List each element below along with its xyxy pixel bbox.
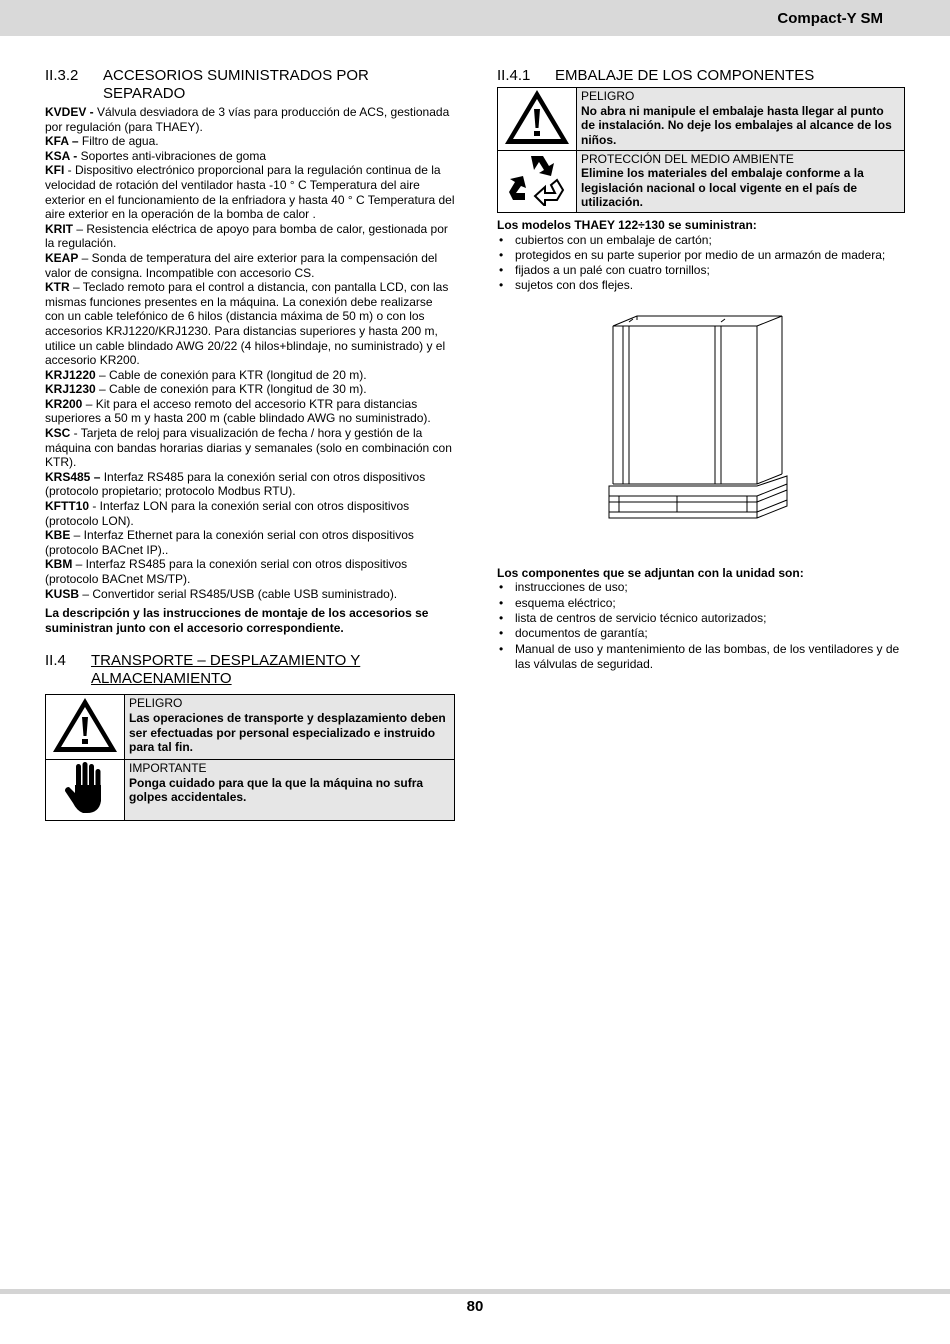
accessory-description: Soportes anti-vibraciones de goma xyxy=(77,148,267,163)
accessory-description: – Teclado remoto para el control a distancia, con pantalla LCD, con las mismas funciones presentes en la máquina. La conexión debe realizarse con un cable telefónico de 6 hilos (distancia máxima de 50 m) o con los accesorios KRJ1220/KRJ1230. Para distancias superiores y hasta 200 m, utilice un cable blindado AWG 20/22 (4 hilos+blindaje, no suministrado) y el accesorio KR200. xyxy=(45,280,449,368)
page-number: 80 xyxy=(466,1298,484,1315)
accessory-item xyxy=(45,470,455,499)
warning-icon-cell xyxy=(498,88,577,151)
components-list xyxy=(497,580,905,672)
accessory-code: KUSB xyxy=(45,586,80,601)
hand-stop-icon xyxy=(63,804,107,818)
section-number: II.4.1 xyxy=(497,67,531,84)
warning-icon-cell xyxy=(46,695,125,760)
accessory-item xyxy=(45,426,455,470)
warning-row xyxy=(498,150,905,212)
accessory-item xyxy=(45,163,455,221)
right-column xyxy=(497,67,905,672)
accessory-code: KFI xyxy=(45,163,65,178)
accessories-note: La descripción y las instrucciones de montaje de los accesorios se suministran junto con el accesorio correspondiente. xyxy=(45,606,429,635)
supply-list xyxy=(497,233,905,294)
accessory-description: – Kit para el acceso remoto del accesorio KTR para distancias superiores a 50 m y hasta 200 m (cable blindado AWG no suministrado). xyxy=(45,396,431,426)
list-item: • sujetos con dos flejes. xyxy=(497,278,905,293)
warning-row xyxy=(46,759,455,820)
accessory-item xyxy=(45,149,455,164)
warning-caption: PELIGRO xyxy=(129,696,183,711)
left-column xyxy=(45,67,455,821)
accessory-item xyxy=(45,499,455,528)
accessory-item xyxy=(45,368,455,383)
accessory-code: KBM xyxy=(45,557,73,572)
list-item: • cubiertos con un embalaje de cartón; xyxy=(497,233,905,248)
section-heading-packaging xyxy=(497,67,905,85)
accessory-item xyxy=(45,251,455,280)
accessory-description: – Cable de conexión para KTR (longitud de 20 m). xyxy=(95,367,367,382)
packaged-unit-illustration xyxy=(607,314,792,526)
section-title: ACCESORIOS SUMINISTRADOS POR SEPARADO xyxy=(103,67,369,102)
list-item: • esquema eléctrico; xyxy=(497,596,905,611)
accessory-code: KVDEV - xyxy=(45,105,94,119)
accessory-item xyxy=(45,528,455,557)
section-heading-accessories xyxy=(45,67,455,103)
warning-caption: PELIGRO xyxy=(581,89,635,103)
transport-warnings-table xyxy=(45,694,455,821)
list-item: • fijados a un palé con cuatro tornillos; xyxy=(497,263,905,278)
accessory-item xyxy=(45,557,455,586)
accessory-code: KSC xyxy=(45,426,71,441)
warning-message: No abra ni manipule el embalaje hasta llegar al punto de instalación. No deje los embalajes al alcance de los niños. xyxy=(581,103,892,147)
packaging-warnings-table xyxy=(497,87,905,213)
warning-caption: IMPORTANTE xyxy=(129,760,207,775)
accessory-code: KBE xyxy=(45,528,71,543)
warning-caption: PROTECCIÓN DEL MEDIO AMBIENTE xyxy=(581,151,794,166)
accessory-description: – Resistencia eléctrica de apoyo para bomba de calor, gestionada por la regulación. xyxy=(45,221,448,251)
warning-message: Ponga cuidado para que la que la máquina no sufra golpes accidentales. xyxy=(129,775,424,805)
list-item: • documentos de garantía; xyxy=(497,626,905,641)
list-item: • Manual de uso y mantenimiento de las bombas, de los ventiladores y de las válvulas de seguridad. xyxy=(497,642,905,673)
accessory-item xyxy=(45,587,455,602)
accessory-description: Interfaz RS485 para la conexión serial con otros dispositivos (protocolo propietario; protocolo Modbus RTU). xyxy=(45,469,426,499)
warning-message: Las operaciones de transporte y desplazamiento deben ser efectuadas por personal especializado e instruido para tal fin. xyxy=(129,710,446,755)
accessory-item xyxy=(45,105,455,134)
warning-row xyxy=(46,695,455,760)
components-title: Los componentes que se adjuntan con la unidad son: xyxy=(497,565,804,580)
accessory-code: KTR xyxy=(45,280,70,295)
accessory-code: KRJ1220 xyxy=(45,367,96,382)
accessory-description: - Interfaz LON para la conexión serial con otros dispositivos (protocolo LON). xyxy=(45,499,410,528)
document-brand: Compact-Y SM xyxy=(777,10,883,27)
accessory-description: Filtro de agua. xyxy=(78,134,159,149)
warning-text-cell xyxy=(577,150,905,212)
accessory-description: - Tarjeta de reloj para visualización de fecha / hora y gestión de la máquina con bandas horarias diarias y semanales (solo en combinación con KTR). xyxy=(45,426,452,470)
accessory-code: KFTT10 xyxy=(45,499,90,514)
section-title: EMBALAJE DE LOS COMPONENTES xyxy=(555,67,815,84)
footer-divider xyxy=(0,1289,950,1294)
warning-text-cell xyxy=(125,759,455,820)
warning-icon-cell xyxy=(46,759,125,820)
section-number: II.4 xyxy=(45,652,66,670)
accessory-code: KEAP xyxy=(45,250,79,265)
list-item: • lista de centros de servicio técnico autorizados; xyxy=(497,611,905,626)
accessory-description: – Interfaz Ethernet para la conexión serial con otros dispositivos (protocolo BACnet IP).. xyxy=(45,528,414,557)
accessories-list xyxy=(45,105,455,601)
accessory-code: KR200 xyxy=(45,396,83,411)
list-item: • protegidos en su parte superior por medio de un armazón de madera; xyxy=(497,248,905,263)
accessory-item xyxy=(45,280,455,368)
accessory-code: KRJ1230 xyxy=(45,382,96,397)
warning-text-cell xyxy=(125,695,455,760)
warning-message: Elimine los materiales del embalaje conforme a la legislación nacional o local vigente en el país de utilización. xyxy=(581,166,864,210)
supply-title: Los modelos THAEY 122÷130 se suministran: xyxy=(497,217,757,232)
recycle-icon xyxy=(507,195,567,209)
section-heading-transport xyxy=(45,652,455,688)
accessory-description: – Sonda de temperatura del aire exterior para la compensación del valor de consigna. Incompatible con accesorio CS. xyxy=(45,250,438,280)
warning-triangle-icon xyxy=(502,135,572,149)
accessory-item xyxy=(45,397,455,426)
accessory-code: KSA - xyxy=(45,148,78,163)
warning-row xyxy=(498,88,905,151)
accessory-item xyxy=(45,382,455,397)
warning-triangle-icon xyxy=(50,744,120,758)
header-bar xyxy=(0,0,950,36)
accessory-item xyxy=(45,222,455,251)
accessory-code: KRS485 – xyxy=(45,469,101,484)
accessory-code: KFA – xyxy=(45,134,79,149)
section-title: TRANSPORTE – DESPLAZAMIENTO Y ALMACENAMIENTO xyxy=(91,652,361,688)
accessory-description: Válvula desviadora de 3 vías para producción de ACS, gestionada por regulación (para THAEY). xyxy=(45,105,450,134)
warning-icon-cell xyxy=(498,150,577,212)
accessory-description: – Convertidor serial RS485/USB (cable USB suministrado). xyxy=(79,586,398,601)
accessory-description: – Cable de conexión para KTR (longitud de 30 m). xyxy=(95,382,367,397)
list-item: • instrucciones de uso; xyxy=(497,580,905,595)
accessory-item xyxy=(45,134,455,149)
section-number: II.3.2 xyxy=(45,67,79,84)
accessory-description: – Interfaz RS485 para la conexión serial con otros dispositivos (protocolo BACnet MS/TP). xyxy=(45,557,408,586)
accessory-code: KRIT xyxy=(45,221,73,236)
warning-text-cell xyxy=(577,88,905,151)
accessory-description: - Dispositivo electrónico proporcional para la regulación continua de la velocidad de rotación del ventilador hasta -10 ° C Temperatura del aire exterior en el funcionamiento de la enfriadora y hasta 40 ° C Temperatura del aire exterior en la operación de la bomba de calor . xyxy=(45,163,455,222)
